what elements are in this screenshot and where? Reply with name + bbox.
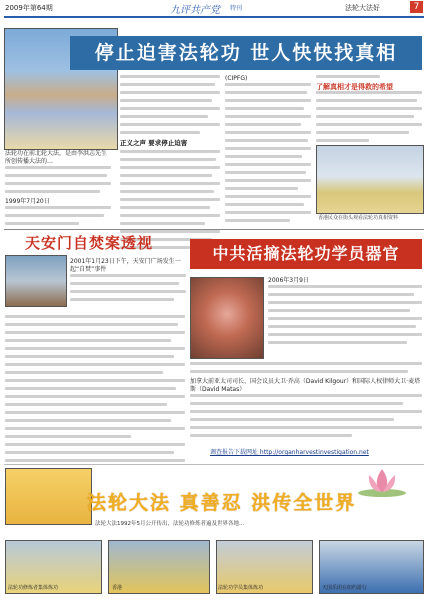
victim-photo xyxy=(190,277,264,359)
tiananmen-date-line: 2001年1月23日下午，天安门广场发生一起“自焚”事件 xyxy=(70,258,181,273)
page-number: 7 xyxy=(410,1,423,13)
tiananmen-title: 天安门自焚案透视 xyxy=(25,234,154,252)
top-story-column-2 xyxy=(120,75,220,254)
section-divider xyxy=(4,229,424,230)
report-download-link[interactable]: 调查报告下载网址 http://organharvestinvestigation.net xyxy=(210,449,369,456)
col4-subhead: 了解真相才是得救的希望 xyxy=(316,83,393,91)
top-story-column-3 xyxy=(225,75,311,227)
col1-intro: 法轮功在前北轮大法，是由李洪志先生所创传播大法的… xyxy=(5,150,108,165)
col3-subhead: (CIPFG) xyxy=(225,75,248,82)
organ-harvest-banner: 中共活摘法轮功学员器官 xyxy=(190,239,422,269)
tiananmen-incident-image xyxy=(5,255,67,307)
organ-harvest-column xyxy=(268,277,422,349)
organ-harvest-body xyxy=(190,362,422,442)
falun-flag-image xyxy=(5,468,92,525)
street-display-photo xyxy=(316,145,424,214)
hongkong-practice-photo xyxy=(108,540,210,594)
organ-harvest-date-line: 2006年3月9日 xyxy=(268,277,309,284)
section-label: 法轮大法好 xyxy=(345,4,380,12)
bottom-slogan: 法轮大法 真善忍 洪传全世界 xyxy=(87,492,357,514)
issue-number: 2009年第64期 xyxy=(5,4,53,12)
col2-subhead: 正义之声 要求停止迫害 xyxy=(120,139,188,147)
page-header xyxy=(0,0,428,14)
tiananmen-column xyxy=(70,258,186,306)
lotus-icon xyxy=(355,465,410,498)
caption-4: 天国乐团在纽约游行 xyxy=(322,585,368,591)
special-edition-label: 特刊 xyxy=(230,5,243,12)
top-story-column-4 xyxy=(316,75,422,147)
caption-2: 香港 xyxy=(112,585,123,591)
investigators-names: 加拿大前亚太司司长、国会议员大卫·乔高（David Kilgour）和国际人权律师大卫·麦塔斯（David Matas） xyxy=(190,378,421,393)
tiananmen-body xyxy=(5,315,185,475)
header-rule xyxy=(4,16,424,18)
masthead: 九评共产党 xyxy=(170,5,220,16)
col1-date: 1999年7月20日 xyxy=(5,198,50,205)
street-photo-caption: 香港民众在街头观看法轮功真相资料 xyxy=(318,215,399,221)
caption-3: 法轮功学员集体炼功 xyxy=(218,585,264,591)
top-story-banner: 停止迫害法轮功 世人快快找真相 xyxy=(70,36,422,70)
top-story-column-1 xyxy=(5,150,111,230)
caption-1: 法轮功修炼者集体炼功 xyxy=(8,585,59,591)
bottom-banner-text: 法轮大法1992年5月公开传出，法轮功修炼者遍及世界各地… xyxy=(95,521,245,527)
